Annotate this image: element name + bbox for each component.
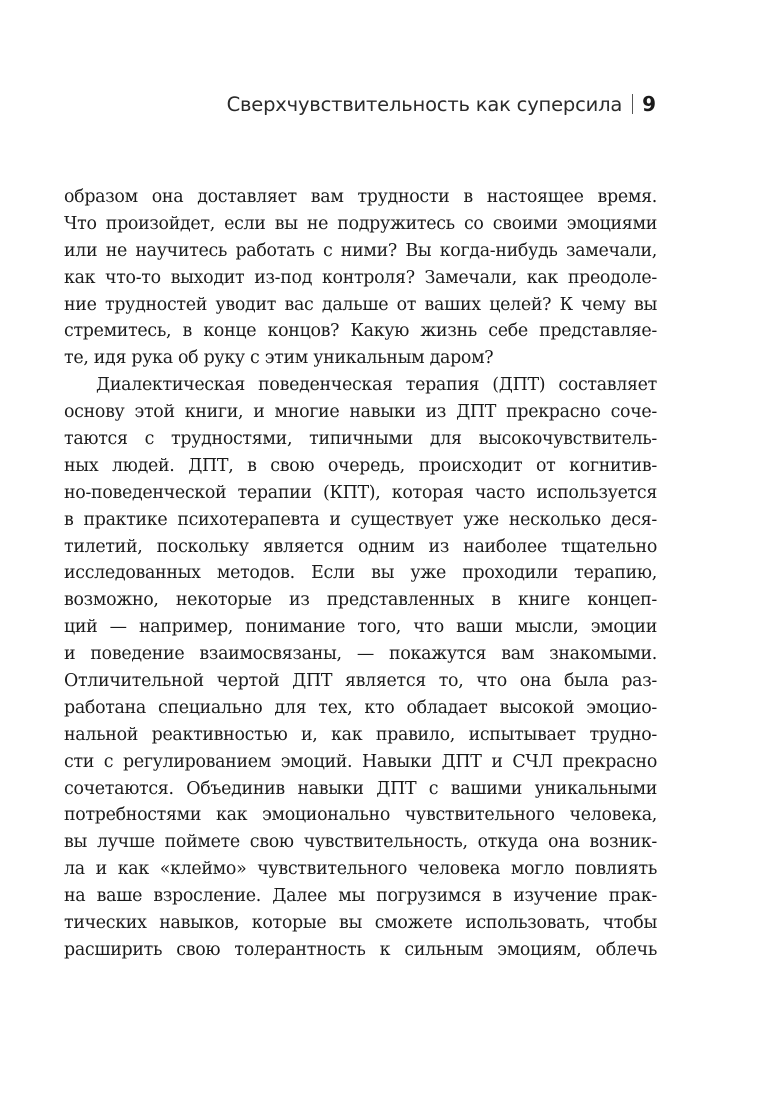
header-separator	[632, 94, 633, 114]
running-title: Сверхчувствительность как суперсила	[226, 92, 623, 116]
text-line: потребностями как эмоционально чувствительного человека,	[64, 805, 657, 826]
text-line: вы лучше поймете свою чувствительность, откуда она возник-	[64, 832, 657, 853]
page-header	[227, 84, 656, 124]
text-line: на ваше взросление. Далее мы погрузимся в изучение прак-	[64, 886, 657, 907]
text-line: возможно, некоторые из представленных в книге концеп-	[64, 590, 657, 611]
text-line: образом она доставляет вам трудности в настоящее время.	[64, 187, 657, 207]
page-number: 9	[642, 92, 656, 116]
text-line: тилетий, поскольку является одним из наиболее тщательно	[64, 536, 657, 557]
text-line: но-поведенческой терапии (КПТ), которая часто используется	[64, 482, 657, 503]
text-line: ние трудностей уводит вас дальше от ваших целей? К чему вы	[64, 294, 657, 315]
text-line: нальной реактивностью и, как правило, испытывает трудно-	[64, 724, 657, 745]
text-line: Отличительной чертой ДПТ является то, что она была раз-	[64, 671, 657, 692]
paragraph-first-line: Диалектическая поведенческая терапия (ДПТ) составляет	[96, 375, 657, 396]
text-line: тических навыков, которые вы сможете использовать, чтобы	[64, 913, 657, 934]
text-line: ций — например, понимание того, что ваши мысли, эмоции	[64, 617, 657, 638]
text-line: сти с регулированием эмоций. Навыки ДПТ и СЧЛ прекрасно	[64, 751, 657, 772]
text-line: сочетаются. Объединив навыки ДПТ с вашими уникальными	[64, 778, 657, 799]
text-line: расширить свою толерантность к сильным эмоциям, облечь	[64, 939, 657, 960]
text-line: ных людей. ДПТ, в свою очередь, происходит от когнитив-	[64, 455, 657, 476]
text-line: стремитесь, в конце концов? Какую жизнь себе представляе-	[64, 321, 657, 342]
body-text	[64, 184, 657, 964]
text-line: работана специально для тех, кто обладает высокой эмоцио-	[64, 697, 657, 718]
text-line: ла и как «клеймо» чувствительного человека могло повлиять	[64, 859, 657, 880]
text-line: как что-то выходит из-под контроля? Замечали, как преодоле-	[64, 267, 657, 288]
text-line: или не научитесь работать с ними? Вы когда-нибудь замечали,	[64, 240, 657, 261]
text-line: основу этой книги, и многие навыки из ДПТ прекрасно соче-	[64, 402, 657, 423]
text-line: исследованных методов. Если вы уже проходили терапию,	[64, 563, 657, 584]
text-line: в практике психотерапевта и существует уже несколько деся-	[64, 509, 657, 530]
text-line: Что произойдет, если вы не подружитесь со своими эмоциями	[64, 213, 657, 234]
text-line: и поведение взаимосвязаны, — покажутся вам знакомыми.	[64, 644, 657, 665]
text-line: те, идя рука об руку с этим уникальным даром?	[64, 348, 494, 369]
text-line: таются с трудностями, типичными для высокочувствитель-	[64, 429, 657, 450]
